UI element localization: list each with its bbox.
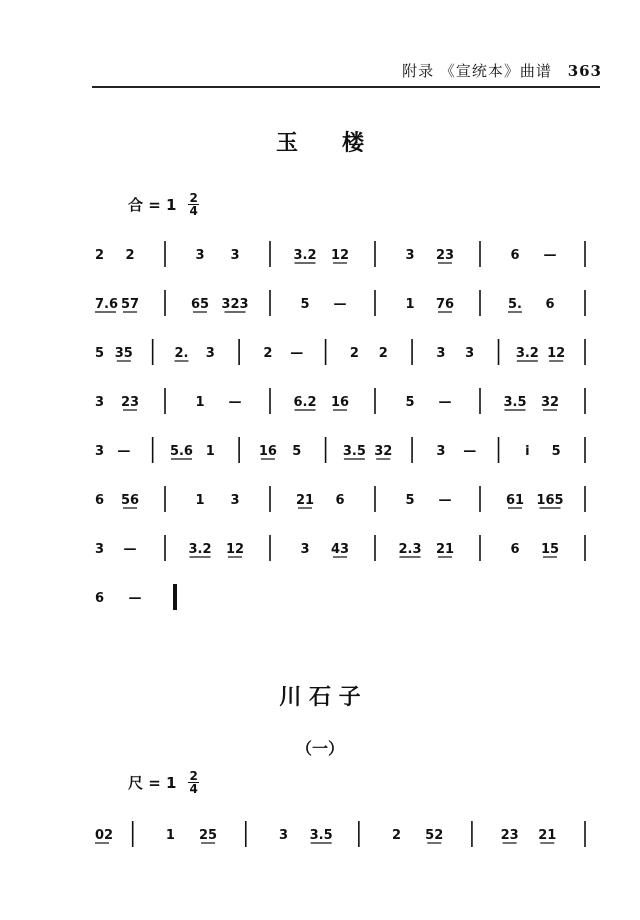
piece1-note: 32	[540, 395, 560, 410]
piece1-note: —	[463, 444, 477, 459]
piece1-note: 1	[195, 493, 205, 508]
piece1-note: 1	[195, 395, 205, 410]
piece1-note: —	[128, 591, 142, 606]
piece1-note: 3.2	[188, 542, 212, 557]
piece1-note: 5	[95, 346, 105, 361]
piece1-note: 32	[374, 444, 393, 459]
piece1-note: 16	[330, 395, 350, 410]
piece1-note: —	[438, 395, 452, 410]
piece1-note: 5	[405, 395, 415, 410]
piece1-note: 6	[335, 493, 345, 508]
piece1-key: 合 = 1	[128, 196, 177, 214]
piece1-note: 43	[330, 542, 350, 557]
piece1-note: —	[117, 444, 131, 459]
piece1-note: 35	[114, 346, 133, 361]
piece1-note: 57	[120, 297, 140, 312]
piece1-note: 5	[405, 493, 415, 508]
piece1-note: 16	[258, 444, 277, 459]
piece1-note: 76	[435, 297, 455, 312]
piece1-note: 323	[221, 297, 249, 312]
piece2-note: 21	[538, 828, 557, 843]
piece1-note: 5	[551, 444, 561, 459]
piece2-note: 3.5	[309, 828, 333, 843]
piece1-note: 3.5	[342, 444, 366, 459]
piece1-time-signature: 2 4	[189, 191, 198, 218]
piece1-note: 56	[120, 493, 140, 508]
piece1-note: 12	[547, 346, 566, 361]
piece2-note: 2	[392, 828, 402, 843]
piece1-note: 1	[205, 444, 215, 459]
piece1-note: 3.5	[503, 395, 527, 410]
piece1-note: 3	[195, 248, 205, 263]
piece1-note: 2	[125, 248, 135, 263]
piece2-note: 25	[199, 828, 218, 843]
piece1-note: 3.2	[515, 346, 539, 361]
piece1-note: 7.6	[95, 297, 119, 312]
piece1-note: 6	[95, 493, 105, 508]
piece1-note: 23	[120, 395, 140, 410]
piece1-note: —	[228, 395, 242, 410]
piece1-note: 3	[205, 346, 215, 361]
piece2-title: 川 石 子	[279, 684, 361, 710]
piece1-note: —	[438, 493, 452, 508]
piece1-note: —	[333, 297, 347, 312]
piece1-note: 3	[465, 346, 475, 361]
piece1-note: 61	[505, 493, 525, 508]
piece1-note: 23	[435, 248, 455, 263]
piece1-note: 3	[230, 248, 240, 263]
piece1-note: 2	[95, 248, 105, 263]
piece1-note: —	[290, 346, 304, 361]
piece1-note: 6	[95, 591, 105, 606]
piece1-note: 165	[536, 493, 564, 508]
piece1-note: 3	[230, 493, 240, 508]
piece1-note: 3	[95, 444, 105, 459]
piece1-note: 3	[405, 248, 415, 263]
piece2-time-signature: 2 4	[189, 769, 198, 796]
piece1-note: 1	[405, 297, 415, 312]
piece1-note: 2	[263, 346, 273, 361]
piece1-note: 5	[292, 444, 302, 459]
piece2-note: 1	[165, 828, 175, 843]
piece1-note: 21	[295, 493, 315, 508]
piece1-note: 3.2	[293, 248, 317, 263]
piece1-note: —	[123, 542, 137, 557]
piece1-note: 2	[349, 346, 359, 361]
piece2-note: 23	[500, 828, 519, 843]
piece2-subtitle: （一）	[295, 739, 344, 758]
piece1-note: 3	[95, 395, 105, 410]
piece2-note: 3	[278, 828, 288, 843]
piece1-note: 3	[436, 444, 446, 459]
piece1-note: 6	[510, 542, 520, 557]
piece1-note: 12	[225, 542, 245, 557]
piece1-note: i	[525, 444, 530, 459]
piece1-note: —	[543, 248, 557, 263]
piece1-note: 3	[95, 542, 105, 557]
piece1-note: 21	[435, 542, 455, 557]
piece1-note: 2.	[174, 346, 189, 361]
piece1-note: 6.2	[293, 395, 317, 410]
piece1-note: 65	[190, 297, 210, 312]
piece1-note: 2.3	[398, 542, 422, 557]
piece1-note: 15	[540, 542, 560, 557]
piece1-title: 玉 楼	[275, 130, 364, 156]
piece1-note: 3	[436, 346, 446, 361]
piece2-key: 尺 = 1	[128, 774, 177, 792]
piece1-note: 12	[330, 248, 350, 263]
piece1-note: 5	[300, 297, 310, 312]
page-number: 363	[567, 62, 602, 80]
piece1-note: 6	[545, 297, 555, 312]
piece2-note: 52	[425, 828, 444, 843]
piece1-note: 3	[300, 542, 310, 557]
piece1-note: 6	[510, 248, 520, 263]
piece1-note: 2	[378, 346, 388, 361]
piece2-note: 02	[95, 828, 114, 843]
piece1-note: 5.	[508, 297, 522, 312]
header-text: 附录 《宣统本》曲谱	[402, 62, 552, 80]
piece1-note: 5.6	[169, 444, 193, 459]
